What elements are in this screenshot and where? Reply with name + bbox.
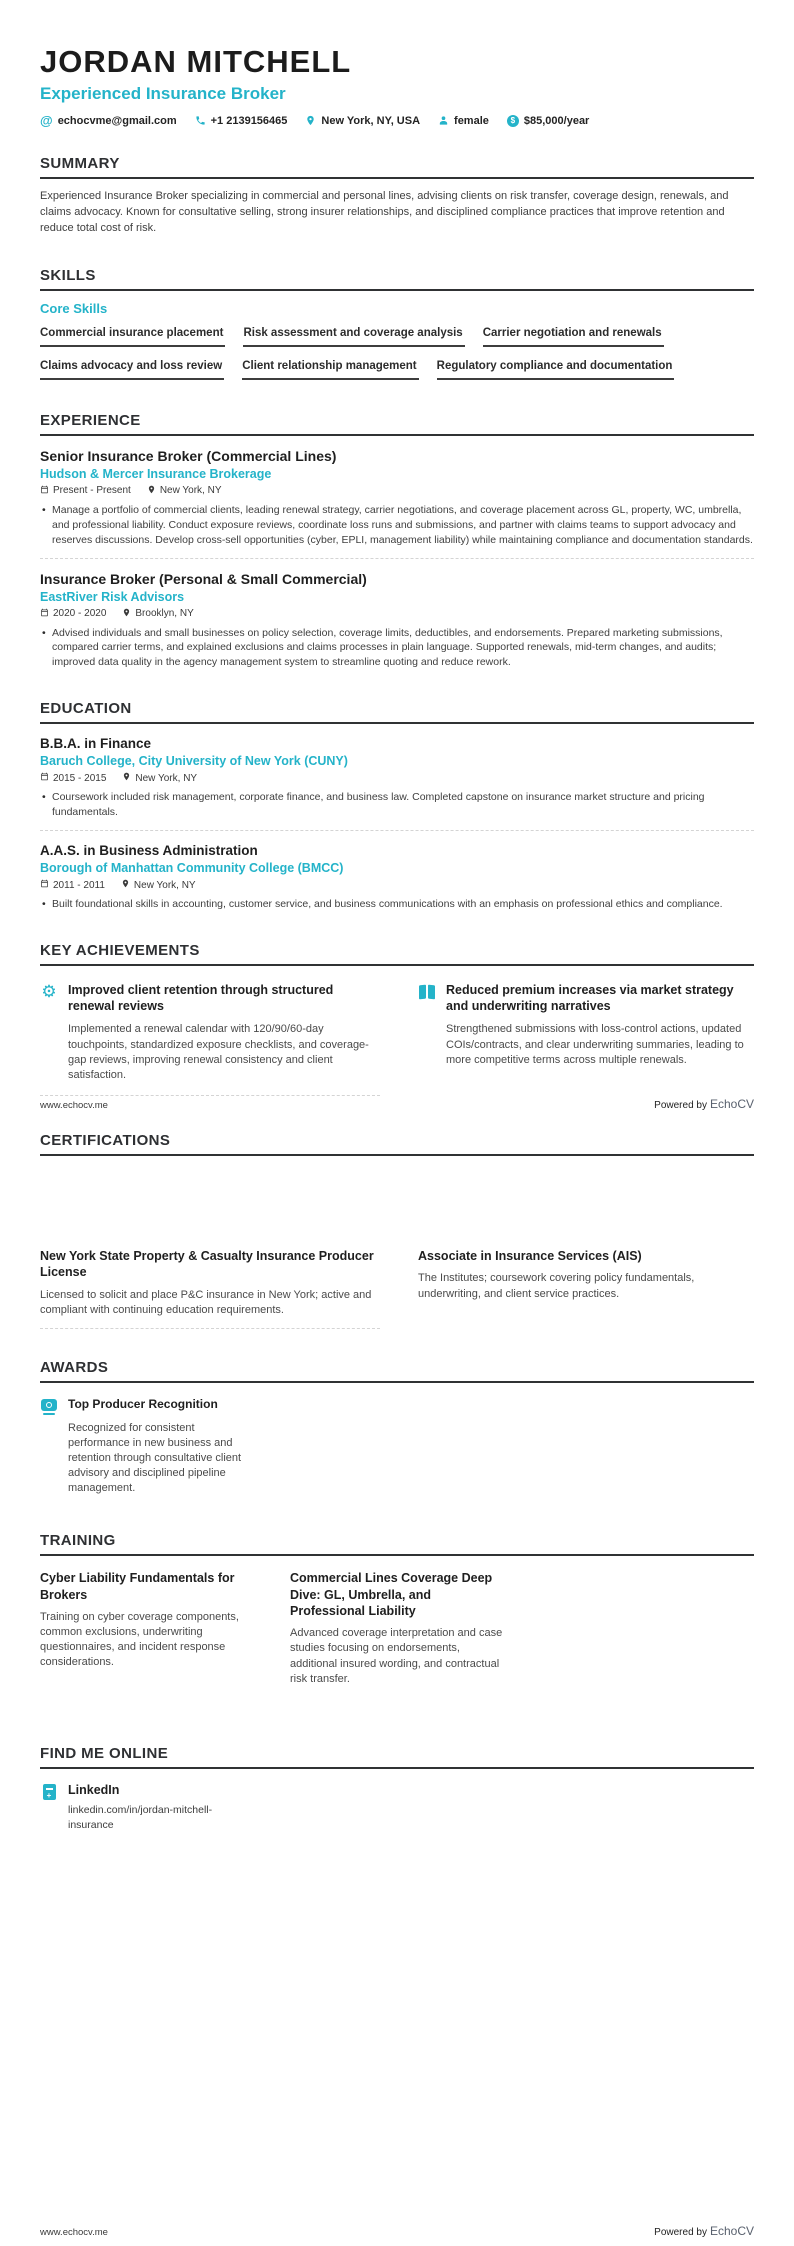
online-heading: FIND ME ONLINE [40, 1745, 754, 1769]
education-meta [40, 879, 754, 891]
experience-dates-text: Present - Present [53, 485, 131, 497]
certification-desc: The Institutes; coursework covering policy fundamentals, underwriting, and client service practices. [418, 1272, 695, 1300]
person-icon [438, 115, 449, 126]
achievements-heading: KEY ACHIEVEMENTS [40, 942, 754, 966]
award-title: Top Producer Recognition [68, 1397, 218, 1411]
experience-bullet: • Advised individuals and small businesses on policy selection, coverage limits, deductibles, and endorsements. Prepared marketing submissions, compared carrier terms, and explained exclusions and claims processes in plain language. Supported renewals, mid-term changes, and audits; improved data quality in the agency management system to streamline quoting and reduce rework. [40, 626, 754, 671]
certification-item [418, 1248, 758, 1329]
echocv-brand[interactable]: EchoCV [709, 2224, 754, 2238]
education-dates [40, 879, 105, 891]
skills-group-title: Core Skills [40, 300, 108, 316]
certification-item [40, 1248, 380, 1329]
contact-row [40, 113, 754, 128]
online-label: LinkedIn [68, 1782, 120, 1797]
training-desc: Advanced coverage interpretation and case studies focusing on endorsements, additional insured wording, and contractual risk transfer. [290, 1627, 503, 1685]
training-grid [40, 1570, 754, 1686]
education-heading: EDUCATION [40, 700, 754, 724]
certification-title: New York State Property & Casualty Insurance Producer License [40, 1249, 374, 1280]
location-pin-icon [122, 772, 131, 784]
training-heading: TRAINING [40, 1532, 754, 1556]
education-dates-text: 2015 - 2015 [53, 772, 107, 784]
education-location [122, 772, 197, 784]
summary-text: Experienced Insurance Broker specializing in commercial and personal lines, advising clients on risk transfer, coverage design, renewals, and claims advocacy. Known for consultative selling, strong insurer relationships, and disciplined compliance practices that improve retention and reduce total cost of risk. [40, 190, 729, 234]
education-dates [40, 772, 106, 784]
page-break-spacer [40, 1156, 754, 1248]
online-item [40, 1783, 754, 1832]
powered-by-prefix: Powered by [654, 1100, 707, 1111]
experience-location-text: Brooklyn, NY [135, 608, 194, 620]
education-degree: A.A.S. in Business Administration [40, 843, 258, 859]
resume-header [40, 44, 754, 128]
experience-location [147, 485, 222, 497]
experience-dates-text: 2020 - 2020 [53, 608, 107, 620]
page2-footer [40, 2224, 754, 2238]
powered-by [654, 2224, 754, 2238]
location-pin-icon [121, 879, 130, 891]
education-dates-text: 2011 - 2011 [53, 879, 105, 891]
person-job-title: Experienced Insurance Broker [40, 84, 286, 103]
skills-heading: SKILLS [40, 267, 754, 291]
achievements-grid [40, 982, 754, 1096]
achievement-item [418, 982, 758, 1096]
award-desc: Recognized for consistent performance in new business and retention through consultative client advisory and disciplined pipeline management. [68, 1421, 242, 1495]
contact-email[interactable] [40, 113, 177, 128]
powered-by [654, 1097, 754, 1111]
skills-section [40, 267, 754, 380]
contact-phone[interactable] [195, 115, 288, 127]
location-pin-icon [122, 608, 131, 620]
experience-meta [40, 608, 754, 620]
training-title: Commercial Lines Coverage Deep Dive: GL, Umbrella, and Professional Liability [290, 1571, 493, 1618]
training-item [40, 1570, 255, 1686]
item-divider [40, 558, 754, 559]
awards-section [40, 1359, 754, 1496]
person-name: JORDAN MITCHELL [40, 44, 352, 79]
achievement-desc: Strengthened submissions with loss-control actions, updated COIs/contracts, and clear underwriting summaries, leading to more competitive terms across multiple renewals. [446, 1023, 744, 1066]
training-desc: Training on cyber coverage components, common exclusions, underwriting questionnaires, and incident response considerations. [40, 1610, 239, 1669]
experience-title: Senior Insurance Broker (Commercial Lines) [40, 447, 337, 464]
achievement-title: Improved client retention through structured renewal reviews [68, 982, 334, 1014]
education-section [40, 700, 754, 912]
experience-item [40, 448, 754, 548]
certification-title: Associate in Insurance Services (AIS) [418, 1249, 642, 1264]
experience-title: Insurance Broker (Personal & Small Commercial) [40, 570, 367, 587]
contact-gender [438, 115, 489, 127]
medal-icon [41, 1398, 57, 1496]
experience-company: EastRiver Risk Advisors [40, 589, 185, 604]
experience-bullet: • Manage a portfolio of commercial clients, leading renewal strategy, carrier negotiations, and coverage placement across GL, property, WC, umbrella, and professional liability. Conduct exposure reviews, coordinate loss runs and submissions, and partner with claims teams to support advocacy and reserves discussions. Develop cross-sell opportunities (cyber, EPLI, management liability) while maintaining compliance and documentation standards. [40, 503, 754, 548]
training-item [290, 1570, 505, 1686]
skill-item: Risk assessment and coverage analysis [243, 327, 464, 347]
summary-heading: SUMMARY [40, 155, 754, 179]
certifications-grid [40, 1248, 754, 1329]
calendar-icon [40, 485, 49, 497]
footer-site-link[interactable]: www.echocv.me [40, 2227, 108, 2238]
contact-location [305, 115, 420, 127]
training-section [40, 1532, 754, 1686]
education-degree: B.B.A. in Finance [40, 736, 152, 752]
contact-gender-text: female [454, 114, 489, 127]
item-divider [40, 830, 754, 831]
experience-heading: EXPERIENCE [40, 412, 754, 436]
certification-desc: Licensed to solicit and place P&C insurance in New York; active and compliant with continuing education requirements. [40, 1288, 372, 1316]
skill-item: Carrier negotiation and renewals [483, 327, 664, 347]
at-icon: @ [40, 113, 53, 128]
experience-item [40, 571, 754, 671]
calendar-icon [40, 879, 49, 891]
echocv-brand[interactable]: EchoCV [709, 1097, 754, 1111]
experience-location-text: New York, NY [159, 485, 222, 497]
experience-section [40, 412, 754, 670]
online-section [40, 1745, 754, 1832]
summary-section [40, 155, 754, 237]
calendar-icon [40, 608, 49, 620]
achievement-desc: Implemented a renewal calendar with 120/90/60-day touchpoints, standardized exposure checklists, and coverage-gap reviews, improving renewal consistency and client satisfaction. [68, 1023, 369, 1081]
gear-icon: ⚙ [41, 981, 57, 1001]
location-icon [305, 115, 316, 126]
skills-list [40, 327, 754, 380]
education-meta [40, 772, 754, 784]
education-bullet: • Coursework included risk management, corporate finance, and business law. Completed capstone on insurance market structure and pricing fundamentals. [40, 790, 754, 820]
experience-location [122, 608, 193, 620]
education-item [40, 843, 754, 912]
experience-company: Hudson & Mercer Insurance Brokerage [40, 466, 272, 481]
experience-dates [40, 608, 106, 620]
contact-salary [507, 115, 589, 127]
location-pin-icon [147, 485, 156, 497]
education-school: Baruch College, City University of New York (CUNY) [40, 754, 348, 769]
contact-salary-text: $85,000/year [523, 114, 590, 127]
calendar-icon [40, 772, 49, 784]
education-location [121, 879, 196, 891]
footer-site-link[interactable]: www.echocv.me [40, 1100, 108, 1111]
powered-by-prefix: Powered by [654, 2227, 707, 2238]
skill-item: Regulatory compliance and documentation [437, 360, 675, 380]
book-icon [419, 983, 435, 1096]
education-location-text: New York, NY [133, 879, 196, 891]
online-url[interactable]: linkedin.com/in/jordan-mitchell-insurance [68, 1803, 213, 1831]
skill-item: Client relationship management [242, 360, 418, 380]
contact-phone-text: +1 2139156465 [210, 114, 288, 127]
education-school: Borough of Manhattan Community College (BMCC) [40, 861, 344, 876]
awards-heading: AWARDS [40, 1359, 754, 1383]
experience-dates [40, 485, 131, 497]
experience-meta [40, 485, 754, 497]
skill-item: Claims advocacy and loss review [40, 360, 224, 380]
awards-grid [40, 1397, 754, 1496]
achievement-item [40, 982, 380, 1096]
award-item [40, 1397, 255, 1496]
education-location-text: New York, NY [135, 772, 198, 784]
training-title: Cyber Liability Fundamentals for Brokers [40, 1571, 235, 1602]
certifications-heading: CERTIFICATIONS [40, 1132, 754, 1156]
education-item [40, 736, 754, 820]
achievements-section [40, 942, 754, 1096]
education-bullet: • Built foundational skills in accounting, customer service, and business communications with an emphasis on professional ethics and compliance. [40, 897, 754, 912]
skill-item: Commercial insurance placement [40, 327, 225, 347]
dollar-icon: $ [507, 115, 519, 127]
contact-email-text: echocvme@gmail.com [57, 114, 177, 127]
page1-footer [40, 1097, 754, 1111]
achievement-title: Reduced premium increases via market strategy and underwriting narratives [446, 982, 734, 1014]
contact-location-text: New York, NY, USA [321, 114, 421, 127]
document-icon [43, 1784, 56, 1800]
certifications-section [40, 1132, 754, 1329]
phone-icon [195, 115, 206, 126]
